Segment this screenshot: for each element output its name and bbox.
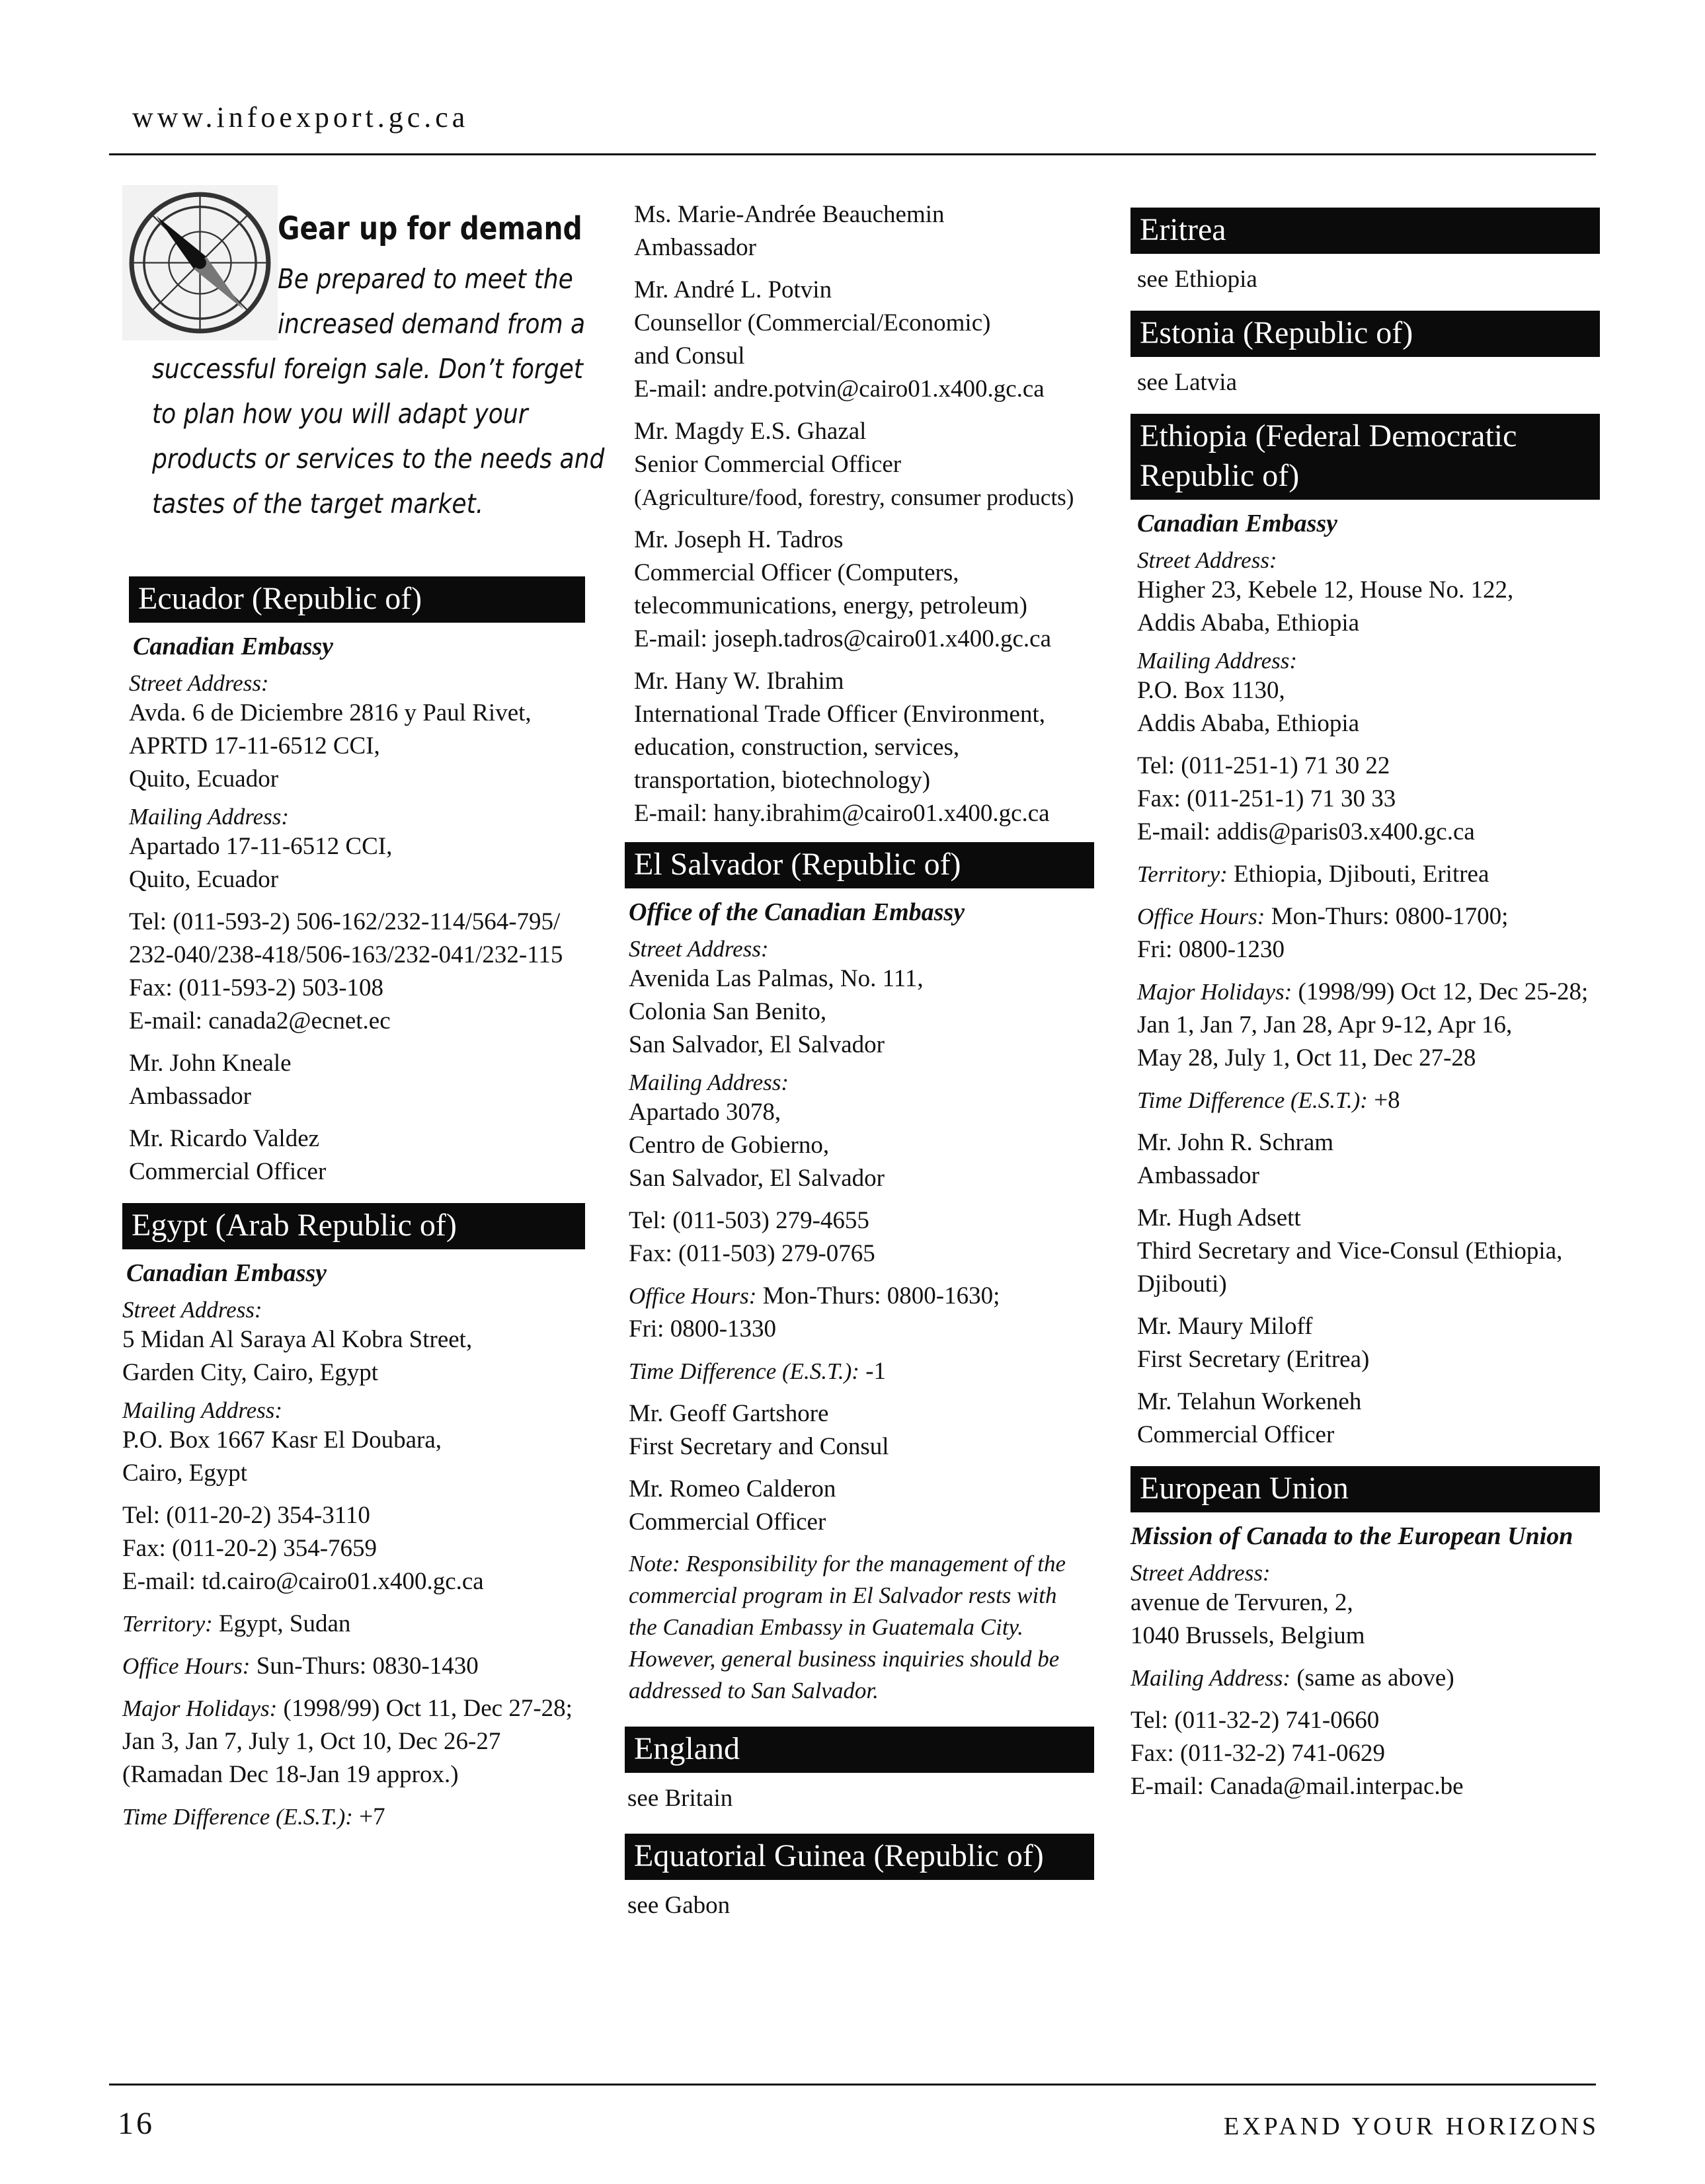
office-name: Office of the Canadian Embassy (629, 898, 965, 926)
address-line: Apartado 3078, (629, 1099, 781, 1126)
person-email: E-mail: joseph.tadros@cairo01.x400.gc.ca (634, 625, 1052, 652)
person-title: telecommunications, energy, petroleum) (634, 592, 1027, 619)
office-name: Canadian Embassy (133, 633, 334, 660)
section-header: Equatorial Guinea (Republic of) (625, 1834, 1094, 1880)
address-line: Cairo, Egypt (122, 1460, 248, 1487)
time-difference-value: +8 (1374, 1087, 1400, 1114)
person-name: Mr. John R. Schram (1137, 1129, 1334, 1156)
person-name: Mr. André L. Potvin (634, 276, 832, 303)
section-ecuador (122, 576, 585, 1189)
address-line: 5 Midan Al Saraya Al Kobra Street, (122, 1326, 473, 1353)
section-ethiopia (1130, 414, 1600, 1452)
address-line: Centro de Gobierno, (629, 1132, 830, 1159)
person-name: Mr. John Kneale (129, 1050, 292, 1077)
holidays-line: (Ramadan Dec 18-Jan 19 approx.) (122, 1761, 459, 1788)
mailing-address-label: Mailing Address: (129, 804, 290, 830)
territory-label: Territory: (1137, 861, 1228, 887)
office-hours-label: Office Hours: (629, 1283, 757, 1309)
tip-box (122, 198, 605, 520)
person-name: Mr. Hany W. Ibrahim (634, 668, 844, 695)
person (634, 415, 1094, 514)
address-line: Addis Ababa, Ethiopia (1137, 710, 1360, 737)
compass-icon (122, 185, 278, 340)
section-header-line: Republic of) (1140, 458, 1300, 493)
person-title: Commercial Officer (629, 1508, 826, 1536)
person-name: Ms. Marie-Andrée Beauchemin (634, 201, 945, 228)
street-address-label: Street Address: (629, 936, 769, 962)
contact-line: E-mail: addis@paris03.x400.gc.ca (1137, 818, 1475, 845)
contact-line: Tel: (011-20-2) 354-3110 (122, 1502, 370, 1529)
office-hours-value: Mon-Thurs: 0800-1700; (1271, 903, 1509, 930)
person-name: Mr. Hugh Adsett (1137, 1204, 1301, 1231)
person-title: Ambassador (1137, 1162, 1259, 1189)
footer-title: EXPAND YOUR HORIZONS (1223, 2113, 1599, 2140)
contact-line: Fax: (011-251-1) 71 30 33 (1137, 785, 1396, 812)
address-line: San Salvador, El Salvador (629, 1031, 885, 1058)
person (629, 1397, 1094, 1463)
contact-line: E-mail: Canada@mail.interpac.be (1130, 1773, 1464, 1800)
note (629, 1548, 1094, 1707)
page-header-url: www.infoexport.gc.ca (132, 101, 469, 134)
contact-line: Fax: (011-32-2) 741-0629 (1130, 1740, 1386, 1767)
office-hours-label: Office Hours: (122, 1653, 251, 1679)
contact-line: 232-040/238-418/506-163/232-041/232-115 (129, 941, 563, 968)
see-reference: see Ethiopia (1137, 266, 1257, 293)
office-name: Canadian Embassy (126, 1259, 327, 1287)
person-title: (Agriculture/food, forestry, consumer products) (634, 485, 1074, 510)
address-line: Colonia San Benito, (629, 998, 827, 1025)
mailing-address-label: Mailing Address: (122, 1397, 283, 1423)
time-difference-label: Time Difference (E.S.T.): (629, 1358, 859, 1384)
address-line: P.O. Box 1130, (1137, 677, 1285, 704)
holidays-line: May 28, July 1, Oct 11, Dec 27-28 (1137, 1044, 1476, 1072)
address-line: avenue de Tervuren, 2, (1130, 1589, 1353, 1616)
address-line: APRTD 17-11-6512 CCI, (129, 732, 380, 760)
holidays-line: Jan 1, Jan 7, Jan 28, Apr 9-12, Apr 16, (1137, 1011, 1513, 1038)
person-title: Senior Commercial Officer (634, 451, 902, 478)
time-difference-label: Time Difference (E.S.T.): (1137, 1087, 1368, 1113)
section-header: El Salvador (Republic of) (625, 842, 1094, 888)
contact-line: Tel: (011-593-2) 506-162/232-114/564-795/ (129, 908, 561, 935)
section-eritrea (1130, 208, 1600, 296)
person-name: Mr. Romeo Calderon (629, 1475, 836, 1502)
office-hours-value: Fri: 0800-1230 (1137, 936, 1285, 963)
person-email: E-mail: andre.potvin@cairo01.x400.gc.ca (634, 375, 1045, 403)
tip-line: successful foreign sale. Don’t forget (152, 353, 583, 385)
person-title: Third Secretary and Vice-Consul (Ethiopia, (1137, 1237, 1563, 1265)
see-reference: see Britain (627, 1785, 733, 1812)
person (129, 1122, 585, 1189)
person (629, 1473, 1094, 1539)
section-header: Egypt (Arab Republic of) (122, 1203, 585, 1249)
address-line: Higher 23, Kebele 12, House No. 122, (1137, 576, 1514, 604)
office-hours-label: Office Hours: (1137, 904, 1265, 929)
note-line: Note: Responsibility for the management of the (629, 1551, 1066, 1577)
bottom-rule (109, 2084, 1596, 2086)
office-hours-value: Fri: 0800-1330 (629, 1315, 777, 1343)
person-name: Mr. Maury Miloff (1137, 1313, 1313, 1340)
section-england (625, 1727, 1094, 1815)
section-estonia (1130, 311, 1600, 399)
see-reference: see Latvia (1137, 369, 1237, 396)
office-name: Canadian Embassy (1137, 510, 1338, 537)
person-name: Mr. Geoff Gartshore (629, 1400, 829, 1427)
contact-line: Tel: (011-503) 279-4655 (629, 1207, 869, 1234)
see-reference: see Gabon (627, 1892, 731, 1919)
person-email: E-mail: hany.ibrahim@cairo01.x400.gc.ca (634, 800, 1050, 827)
person-title: Commercial Officer (129, 1158, 327, 1185)
person-name: Mr. Magdy E.S. Ghazal (634, 418, 867, 445)
address-line: 1040 Brussels, Belgium (1130, 1622, 1365, 1649)
time-difference-value: +7 (359, 1803, 385, 1830)
holidays-line: Jan 3, Jan 7, July 1, Oct 10, Dec 26-27 (122, 1728, 501, 1755)
person-title: and Consul (634, 342, 745, 370)
section-header: Ecuador (Republic of) (129, 576, 585, 623)
person (1137, 1126, 1600, 1192)
mailing-address-label: Mailing Address: (629, 1070, 789, 1095)
person-title: Counsellor (Commercial/Economic) (634, 309, 991, 336)
section-header: Eritrea (1130, 208, 1600, 254)
person-name: Mr. Ricardo Valdez (129, 1125, 320, 1152)
tip-line: products or services to the needs and (152, 443, 605, 475)
person (634, 198, 1094, 264)
time-difference-value: -1 (865, 1358, 887, 1385)
office-hours-value: Mon-Thurs: 0800-1630; (762, 1282, 1000, 1309)
tip-line: increased demand from a (278, 308, 586, 340)
note-line: addressed to San Salvador. (629, 1678, 879, 1703)
section-european-union (1130, 1466, 1600, 1803)
contact-line: Fax: (011-503) 279-0765 (629, 1240, 875, 1267)
holidays-label: Major Holidays: (122, 1696, 278, 1721)
address-line: Avenida Las Palmas, No. 111, (629, 965, 924, 992)
mailing-address-value: (same as above) (1296, 1664, 1454, 1692)
address-line: Addis Ababa, Ethiopia (1137, 609, 1360, 637)
page-number: 16 (118, 2106, 155, 2141)
column-3 (1130, 198, 1600, 1818)
column-2 (625, 198, 1094, 1937)
section-egypt (122, 1203, 585, 1834)
address-line: Quito, Ecuador (129, 866, 279, 893)
column-1 (122, 198, 605, 1848)
note-line: commercial program in El Salvador rests with (629, 1582, 1057, 1608)
office-hours-value: Sun-Thurs: 0830-1430 (256, 1653, 479, 1680)
contact-line: E-mail: canada2@ecnet.ec (129, 1007, 391, 1034)
person (129, 1047, 585, 1113)
person (634, 524, 1094, 656)
person-title: First Secretary (Eritrea) (1137, 1346, 1370, 1373)
address-line: San Salvador, El Salvador (629, 1165, 885, 1192)
person (1137, 1385, 1600, 1452)
address-line: Quito, Ecuador (129, 765, 279, 793)
person-name: Mr. Telahun Workeneh (1137, 1388, 1362, 1415)
tip-title: Gear up for demand (278, 210, 582, 247)
street-address-label: Street Address: (1130, 1560, 1271, 1586)
section-header-line: Ethiopia (Federal Democratic (1140, 418, 1517, 453)
person-title: First Secretary and Consul (629, 1433, 889, 1460)
holidays-line: (1998/99) Oct 11, Dec 27-28; (283, 1695, 573, 1722)
tip-line: tastes of the target market. (152, 488, 484, 520)
holidays-line: (1998/99) Oct 12, Dec 25-28; (1298, 978, 1589, 1005)
office-name: Mission of Canada to the European Union (1130, 1522, 1573, 1550)
person-title: Ambassador (634, 234, 756, 261)
territory-value: Ethiopia, Djibouti, Eritrea (1234, 861, 1489, 888)
holidays-label: Major Holidays: (1137, 979, 1292, 1005)
section-header: England (625, 1727, 1094, 1773)
section-header: European Union (1130, 1466, 1600, 1512)
mailing-address-label: Mailing Address: (1130, 1665, 1291, 1691)
section-header: Estonia (Republic of) (1130, 311, 1600, 357)
contact-line: Tel: (011-251-1) 71 30 22 (1137, 752, 1390, 779)
person-title: transportation, biotechnology) (634, 767, 931, 794)
contact-line: Fax: (011-593-2) 503-108 (129, 974, 384, 1001)
person (1137, 1202, 1600, 1301)
person-title: International Trade Officer (Environment, (634, 701, 1045, 728)
section-equatorial-guinea (625, 1834, 1094, 1922)
contact-line: E-mail: td.cairo@cairo01.x400.gc.ca (122, 1568, 484, 1595)
tip-line: Be prepared to meet the (278, 263, 573, 295)
tip-line: to plan how you will adapt your (152, 398, 528, 430)
person-title: Commercial Officer (Computers, (634, 559, 959, 586)
street-address-label: Street Address: (122, 1297, 262, 1323)
person-name: Mr. Joseph H. Tadros (634, 526, 844, 553)
territory-value: Egypt, Sudan (219, 1610, 351, 1637)
person-title: education, construction, services, (634, 734, 960, 761)
person-title: Commercial Officer (1137, 1421, 1335, 1448)
street-address-label: Street Address: (129, 670, 269, 696)
address-line: Apartado 17-11-6512 CCI, (129, 833, 393, 860)
person-title: Djibouti) (1137, 1270, 1227, 1298)
address-line: Garden City, Cairo, Egypt (122, 1359, 379, 1386)
contact-line: Fax: (011-20-2) 354-7659 (122, 1535, 377, 1562)
person-title: Ambassador (129, 1083, 251, 1110)
note-line: the Canadian Embassy in Guatemala City. (629, 1614, 1023, 1640)
top-rule (109, 153, 1596, 155)
person (634, 274, 1094, 406)
mailing-address-label: Mailing Address: (1137, 648, 1298, 674)
note-line: However, general business inquiries should be (629, 1646, 1060, 1672)
street-address-label: Street Address: (1137, 547, 1277, 573)
person (634, 665, 1094, 830)
address-line: Avda. 6 de Diciembre 2816 y Paul Rivet, (129, 699, 532, 726)
territory-label: Territory: (122, 1611, 213, 1637)
person (1137, 1310, 1600, 1376)
contact-line: Tel: (011-32-2) 741-0660 (1130, 1707, 1380, 1734)
address-line: P.O. Box 1667 Kasr El Doubara, (122, 1426, 442, 1454)
section-el-salvador (625, 842, 1094, 1707)
section-header (1130, 414, 1600, 500)
time-difference-label: Time Difference (E.S.T.): (122, 1804, 353, 1830)
